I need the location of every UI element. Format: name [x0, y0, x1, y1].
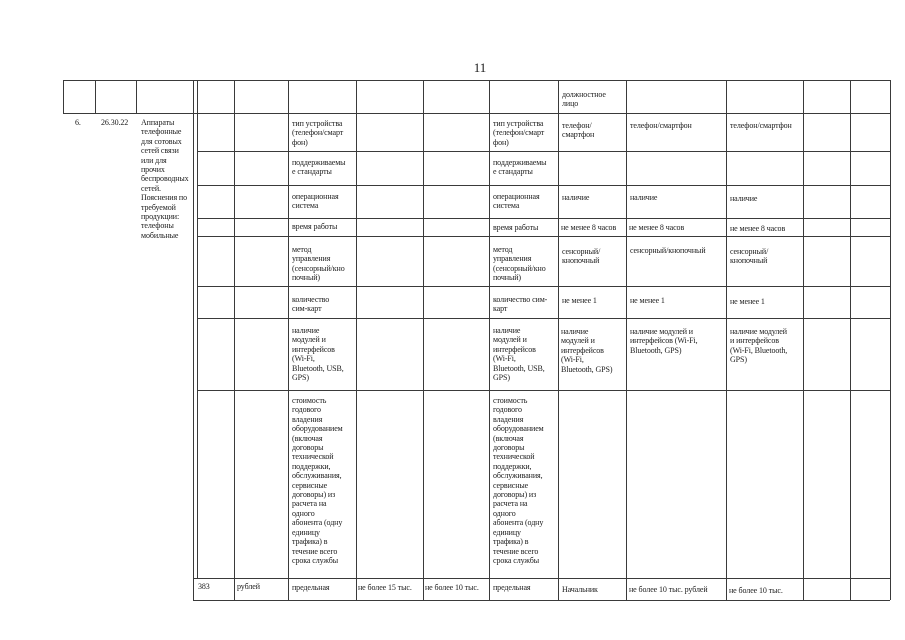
col-line [890, 80, 891, 600]
characteristic-cell: предельная [493, 583, 531, 592]
characteristic-cell: метод управления (сенсорный/кно почный) [493, 245, 546, 283]
row-line [197, 218, 890, 219]
limit-cell: не более 15 тыс. [358, 583, 412, 592]
characteristic-cell: стоимость годового владения оборудованием (включая договоры технической поддержки, обслуживания, сервисные договоры) из расчета на одного абонента (одну единицу трафика) в течение всего срока службы [292, 396, 343, 565]
col-line [197, 80, 198, 578]
limit-cell: не более 10 тыс. [425, 583, 479, 592]
value-cell: не более 10 тыс. рублей [629, 585, 708, 594]
col-line [288, 80, 289, 600]
okei-code: 383 [198, 582, 210, 591]
col-line [193, 80, 194, 600]
value-cell: не менее 8 часов [730, 224, 786, 233]
value-cell: сенсорный/кнопочный [630, 246, 706, 255]
value-cell: наличие модулей и интерфейсов (Wi-Fi, Bluetooth, GPS) [561, 327, 613, 374]
value-cell: Начальник [562, 585, 598, 594]
value-cell: не более 10 тыс. [729, 586, 783, 595]
col-line [136, 80, 137, 114]
row-line [197, 390, 890, 391]
value-cell: сенсорный/ кнопочный [730, 247, 769, 266]
row-line [193, 578, 890, 579]
col-line [95, 80, 96, 114]
value-cell: наличие модулей и интерфейсов (Wi-Fi, Bluetooth, GPS) [730, 327, 788, 365]
col-line [489, 80, 490, 600]
row-line [63, 80, 890, 81]
col-line [803, 80, 804, 600]
characteristic-cell: предельная [292, 583, 330, 592]
characteristic-cell: количество сим- карт [493, 295, 548, 314]
page-number: 11 [473, 60, 487, 75]
value-cell: наличие модулей и интерфейсов (Wi-Fi, Bluetooth, GPS) [630, 327, 698, 355]
characteristic-cell: метод управления (сенсорный/кно почный) [292, 245, 345, 283]
value-cell: не менее 8 часов [561, 223, 617, 232]
row-line [63, 113, 890, 114]
col-line [850, 80, 851, 600]
value-cell: наличие [562, 193, 590, 202]
characteristic-cell: операционная система [493, 192, 540, 211]
row-line [193, 600, 890, 601]
col-line [234, 80, 235, 600]
row-line [197, 185, 890, 186]
col-line [63, 80, 64, 114]
characteristic-cell: тип устройства (телефон/смарт фон) [493, 119, 545, 147]
row-line [197, 151, 890, 152]
characteristic-cell: время работы [292, 222, 338, 231]
col-line [356, 80, 357, 600]
value-cell: наличие [730, 194, 758, 203]
value-cell: телефон/смартфон [730, 121, 792, 130]
value-cell: не менее 8 часов [629, 223, 685, 232]
characteristic-cell: операционная система [292, 192, 339, 211]
col-line [558, 80, 559, 600]
characteristic-cell: тип устройства (телефон/смарт фон) [292, 119, 344, 147]
characteristic-cell: наличие модулей и интерфейсов (Wi-Fi, Bluetooth, USB, GPS) [292, 326, 344, 383]
value-cell: телефон/смартфон [630, 121, 692, 130]
value-cell: не менее 1 [562, 296, 597, 305]
value-cell: не менее 1 [630, 296, 665, 305]
header-official-cell: должностное лицо [562, 90, 606, 109]
row-line [197, 286, 890, 287]
okpd2-code: 26.30.22 [101, 118, 129, 127]
item-number: 6. [75, 118, 81, 127]
col-line [726, 80, 727, 600]
characteristic-cell: время работы [493, 223, 539, 232]
item-name: Аппараты телефонные для сотовых сетей связи или для прочих беспроводных сетей. Пояснения по требуемой продукции: телефоны мобильные [141, 118, 189, 240]
col-line [423, 80, 424, 600]
characteristic-cell: поддерживаемы е стандарты [493, 158, 547, 177]
characteristic-cell: поддерживаемы е стандарты [292, 158, 346, 177]
unit-name: рублей [237, 582, 260, 591]
row-line [197, 318, 890, 319]
characteristic-cell: стоимость годового владения оборудованием (включая договоры технической поддержки, обслуживания, сервисные договоры) из расчета на одного абонента (одну единицу трафика) в течение всего срока службы [493, 396, 544, 565]
characteristic-cell: количество сим-карт [292, 295, 330, 314]
value-cell: телефон/ смартфон [562, 121, 595, 140]
value-cell: сенсорный/ кнопочный [562, 247, 601, 266]
col-line [626, 80, 627, 600]
value-cell: наличие [630, 193, 658, 202]
row-line [197, 236, 890, 237]
characteristic-cell: наличие модулей и интерфейсов (Wi-Fi, Bluetooth, USB, GPS) [493, 326, 545, 383]
value-cell: не менее 1 [730, 297, 765, 306]
